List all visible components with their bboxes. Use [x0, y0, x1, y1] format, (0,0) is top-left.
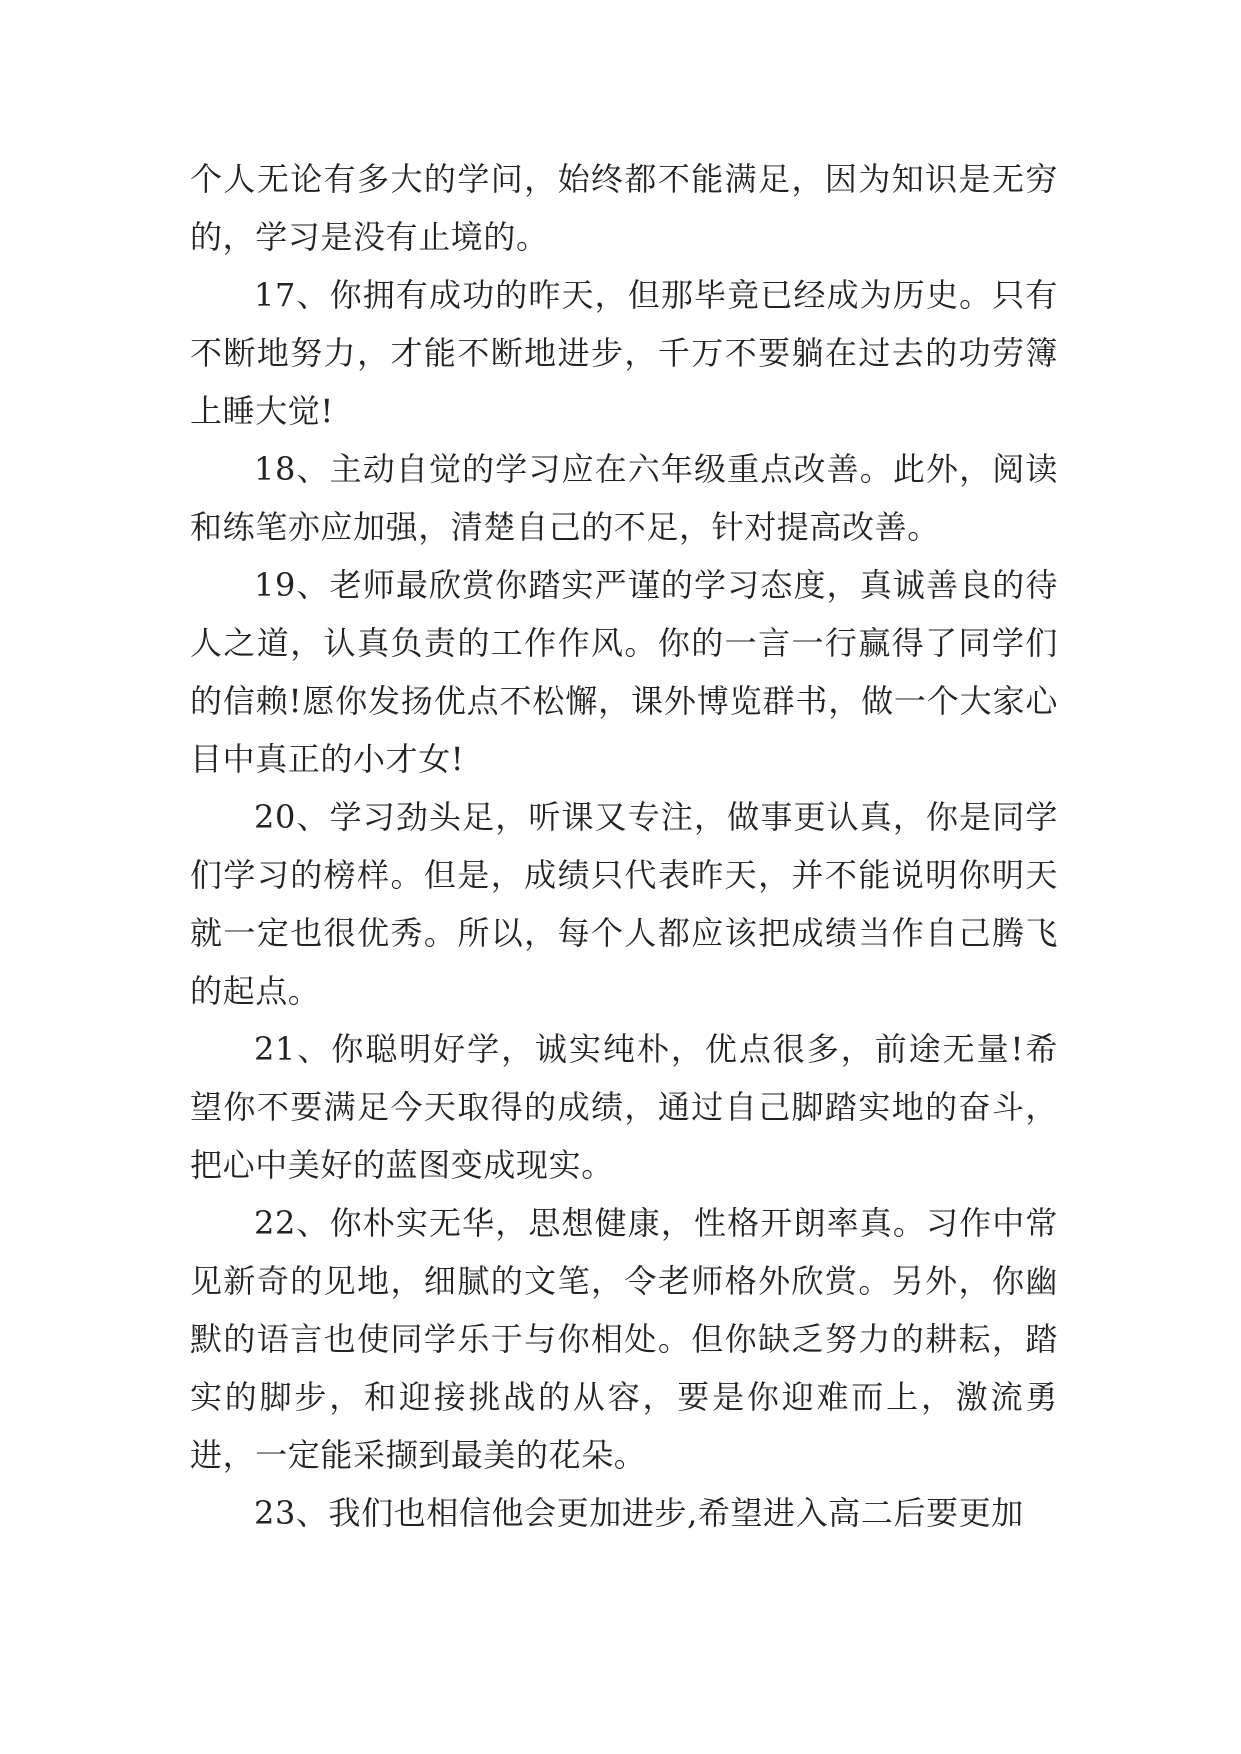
paragraph-continuation: 个人无论有多大的学问，始终都不能满足，因为知识是无穷的，学习是没有止境的。	[190, 160, 1058, 256]
paragraph-18: 18、主动自觉的学习应在六年级重点改善。此外，阅读和练笔亦应加强，清楚自己的不足，针对提高改善。	[190, 450, 1058, 546]
paragraph-21: 21、你聪明好学，诚实纯朴，优点很多，前途无量!希望你不要满足今天取得的成绩，通过自己脚踏实地的奋斗，把心中美好的蓝图变成现实。	[190, 1030, 1058, 1184]
paragraph-20: 20、学习劲头足，听课又专注，做事更认真，你是同学们学习的榜样。但是，成绩只代表昨天，并不能说明你明天就一定也很优秀。所以，每个人都应该把成绩当作自己腾飞的起点。	[190, 798, 1058, 1010]
document-body	[190, 150, 1058, 1542]
paragraph-19: 19、老师最欣赏你踏实严谨的学习态度，真诚善良的待人之道，认真负责的工作作风。你的一言一行赢得了同学们的信赖!愿你发扬优点不松懈，课外博览群书，做一个大家心目中真正的小才女!	[190, 566, 1058, 778]
paragraph-17: 17、你拥有成功的昨天，但那毕竟已经成为历史。只有不断地努力，才能不断地进步，千万不要躺在过去的功劳簿上睡大觉!	[190, 276, 1058, 430]
paragraph-22: 22、你朴实无华，思想健康，性格开朗率真。习作中常见新奇的见地，细腻的文笔，令老师格外欣赏。另外，你幽默的语言也使同学乐于与你相处。但你缺乏努力的耕耘，踏实的脚步，和迎接挑战的从容，要是你迎难而上，激流勇进，一定能采撷到最美的花朵。	[190, 1204, 1058, 1474]
paragraph-23: 23、我们也相信他会更加进步,希望进入高二后要更加	[254, 1494, 1024, 1532]
